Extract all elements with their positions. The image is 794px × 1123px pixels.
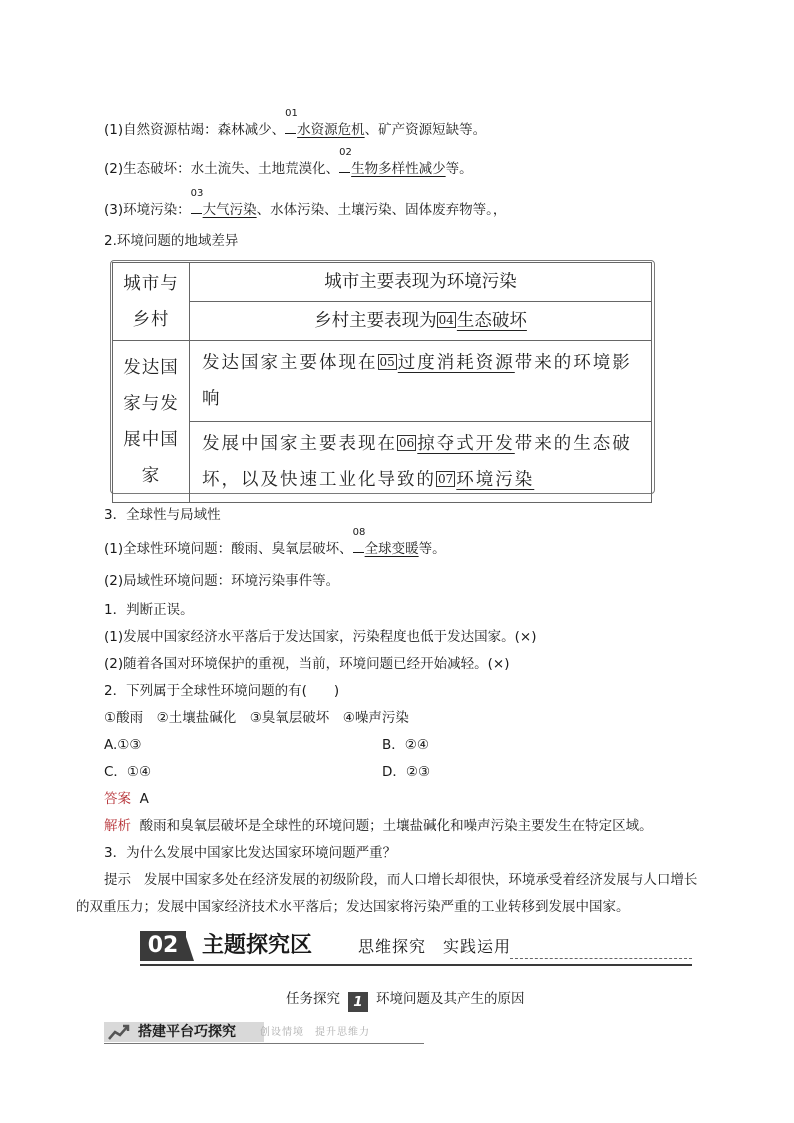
- regional-difference-table: [112, 262, 652, 503]
- analysis-label: 解析: [104, 818, 131, 834]
- banner-subtitle: 思维探究 实践运用: [358, 937, 512, 956]
- task-heading: 任务探究 1 环境问题及其产生的原因: [286, 991, 525, 1010]
- platform-heading: [104, 1018, 424, 1044]
- blank-number: 08: [353, 539, 365, 559]
- answer-number-box: 07: [438, 472, 454, 486]
- option-c: C．①④: [104, 764, 152, 780]
- table-cell: 发达国家主要体现在 05 过度消耗资源带来的环境影响: [190, 341, 652, 422]
- section-title-regional: 2.环境问题的地域差异: [104, 233, 239, 249]
- quiz-q1a: (1)发展中国家经济水平落后于发达国家，污染程度也低于发达国家。(×): [104, 629, 537, 645]
- quiz-q1: 1．判断正误。: [104, 602, 194, 618]
- banner-number: 02: [140, 931, 186, 961]
- answer-text: 全球变暖: [364, 541, 419, 557]
- quiz-q2-items: ①酸雨 ②土壤盐碱化 ③臭氧层破坏 ④噪声污染: [104, 710, 409, 726]
- platform-subtitle: 创设情境 提升思维力: [260, 1027, 370, 1038]
- analysis-line: 解析 酸雨和臭氧层破坏是全球性的环境问题；土壤盐碱化和噪声污染主要发生在特定区域。: [104, 818, 653, 834]
- blank-number: 03: [191, 200, 203, 220]
- hint-line-2: 的双重压力；发展中国家经济技术水平落后；发达国家将污染严重的工业转移到发展中国家。: [76, 899, 630, 915]
- item-ecological-damage: (2)生态破坏：水土流失、土地荒漠化、 02 生物多样性减少等。: [104, 147, 473, 177]
- item-global-issues: (1)全球性环境问题：酸雨、臭氧层破坏、 08 全球变暖等。: [104, 527, 446, 557]
- quiz-q1b: (2)随着各国对环境保护的重视，当前，环境问题已经开始减轻。(×): [104, 656, 510, 672]
- banner-dashed-rule: [510, 958, 692, 959]
- option-b: B．②④: [382, 737, 429, 753]
- answer-text: 大气污染: [202, 202, 257, 218]
- platform-title: 搭建平台巧探究: [138, 1024, 236, 1040]
- task-number-badge: 1: [348, 992, 368, 1012]
- banner-rule: [140, 964, 692, 966]
- banner-title: 主题探究区: [202, 933, 313, 958]
- section-title-global: 3．全球性与局域性: [104, 507, 221, 523]
- answer-number-box: 04: [438, 313, 454, 327]
- option-d: D．②③: [382, 764, 431, 780]
- answer-number-box: 06: [399, 436, 415, 450]
- quiz-q2: 2．下列属于全球性环境问题的有( ): [104, 683, 340, 699]
- answer-label: 答案: [104, 791, 131, 807]
- table-cell: 城市主要表现为环境污染: [190, 263, 652, 302]
- item-local-issues: (2)局域性环境问题：环境污染事件等。: [104, 573, 340, 589]
- option-a: A.①③: [104, 737, 142, 753]
- table-cell: 乡村主要表现为 04 生态破坏: [190, 302, 652, 341]
- answer-line: 答案 A: [104, 791, 149, 807]
- item-natural-resources: (1)自然资源枯竭：森林减少、 01 水资源危机、矿产资源短缺等。: [104, 108, 487, 138]
- hint-line-1: 提示 发展中国家多处在经济发展的初级阶段，而人口增长却很快，环境承受着经济发展与人口增长: [104, 872, 698, 888]
- answer-text: 生物多样性减少: [351, 161, 446, 177]
- banner-slant-decoration: [184, 931, 194, 961]
- blank-number: 01: [285, 120, 297, 140]
- row-header-urban-rural: 城市与乡村: [113, 263, 190, 341]
- section-banner: [140, 928, 692, 964]
- blank-number: 02: [339, 159, 351, 179]
- row-header-developed-developing: 发达国家与发展中国家: [113, 341, 190, 503]
- answer-text: 水资源危机: [297, 122, 365, 138]
- table-cell: 发展中国家主要表现在 06 掠夺式开发带来的生态破坏，以及快速工业化导致的 07 环境污染: [190, 422, 652, 503]
- item-pollution: (3)环境污染： 03 大气污染、水体污染、土壤污染、固体废弃物等。，: [104, 188, 507, 218]
- hint-label: 提示: [104, 872, 131, 888]
- quiz-q3: 3．为什么发展中国家比发达国家环境问题严重？: [104, 845, 397, 861]
- answer-number-box: 05: [379, 355, 395, 369]
